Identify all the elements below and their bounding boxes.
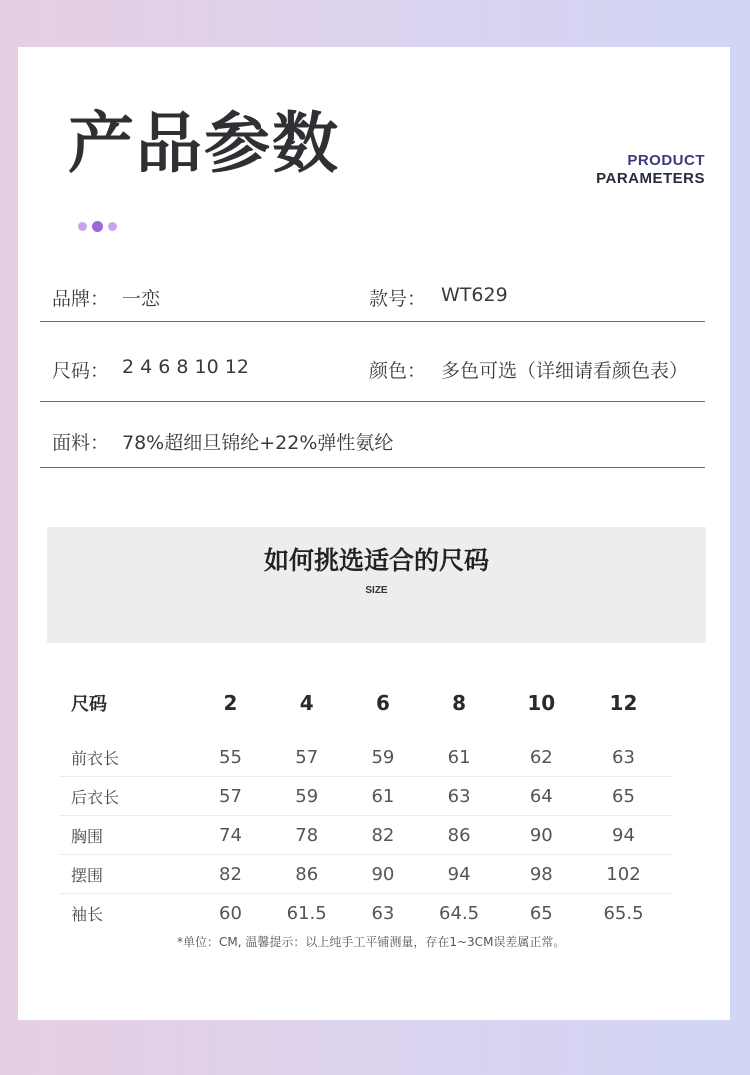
size-table bbox=[60, 680, 672, 932]
table-cell: 63 bbox=[575, 738, 672, 777]
table-cell: 98 bbox=[508, 855, 575, 894]
dot-icon bbox=[108, 222, 117, 231]
table-cell: 94 bbox=[575, 816, 672, 855]
model-value: WT629 bbox=[441, 284, 508, 306]
table-cell: 55 bbox=[203, 738, 258, 777]
table-cell: 57 bbox=[258, 738, 355, 777]
table-cell: 82 bbox=[355, 816, 410, 855]
table-cell: 前衣长 bbox=[60, 738, 203, 777]
table-row bbox=[60, 855, 672, 894]
table-row bbox=[60, 777, 672, 816]
table-cell: 61 bbox=[411, 738, 508, 777]
color-value: 多色可选（详细请看颜色表） bbox=[441, 360, 689, 382]
table-cell: 60 bbox=[219, 902, 242, 924]
table-cell: 64 bbox=[508, 777, 575, 816]
table-cell: 63 bbox=[411, 777, 508, 816]
table-cell: 59 bbox=[258, 777, 355, 816]
table-row bbox=[60, 816, 672, 855]
size-guide-title: 如何挑选适合的尺码 bbox=[263, 546, 489, 575]
table-cell: 86 bbox=[258, 855, 355, 894]
table-cell: 后衣长 bbox=[60, 777, 203, 816]
size-label: 尺码： bbox=[52, 360, 110, 382]
table-cell: 65.5 bbox=[603, 902, 644, 924]
table-cell: 74 bbox=[203, 816, 258, 855]
table-cell: 90 bbox=[508, 816, 575, 855]
measurement-note: *单位：CM, 温馨提示：以上纯手工平铺测量，存在1~3CM误差属正常。 bbox=[177, 935, 566, 949]
fabric-label: 面料： bbox=[52, 432, 110, 454]
table-header-cell: 4 bbox=[299, 691, 314, 715]
table-header-cell: 12 bbox=[609, 691, 638, 715]
table-cell: 63 bbox=[371, 902, 395, 924]
table-cell: 59 bbox=[355, 738, 410, 777]
param-row-brand bbox=[40, 270, 705, 322]
size-guide-banner bbox=[47, 527, 706, 643]
table-cell: 袖长 bbox=[71, 904, 104, 924]
color-label: 颜色： bbox=[369, 360, 427, 382]
fabric-value: 78%超细旦锦纶+22%弹性氨纶 bbox=[122, 432, 394, 454]
table-row bbox=[60, 738, 672, 777]
table-cell: 64.5 bbox=[439, 902, 480, 924]
table-cell: 摆围 bbox=[60, 855, 203, 894]
table-header-cell: 6 bbox=[375, 691, 390, 715]
table-cell: 86 bbox=[411, 816, 508, 855]
table-header-cell: 8 bbox=[452, 691, 467, 715]
table-cell: 62 bbox=[508, 738, 575, 777]
table-cell: 94 bbox=[411, 855, 508, 894]
model-label: 款号： bbox=[369, 288, 427, 310]
param-row-fabric bbox=[40, 402, 705, 468]
table-cell: 65 bbox=[529, 902, 553, 924]
table-cell: 78 bbox=[258, 816, 355, 855]
table-cell: 65 bbox=[575, 777, 672, 816]
english-title-line2: PARAMETERS bbox=[596, 170, 705, 187]
table-cell: 82 bbox=[203, 855, 258, 894]
table-cell: 胸围 bbox=[60, 816, 203, 855]
brand-value: 一恋 bbox=[122, 288, 161, 310]
table-header-cell: 2 bbox=[223, 691, 238, 715]
page-title: 产品参数 bbox=[68, 105, 340, 182]
product-params bbox=[40, 270, 705, 468]
size-value: 2 4 6 8 10 12 bbox=[122, 356, 249, 378]
table-row bbox=[60, 894, 672, 933]
table-header-cell: 尺码 bbox=[71, 694, 107, 715]
table-cell: 57 bbox=[203, 777, 258, 816]
table-cell: 90 bbox=[355, 855, 410, 894]
param-row-size bbox=[40, 322, 705, 402]
table-cell: 61 bbox=[355, 777, 410, 816]
decorative-dots bbox=[78, 221, 117, 232]
table-header-cell: 10 bbox=[527, 691, 556, 715]
english-title-line1: PRODUCT bbox=[627, 152, 705, 169]
table-cell: 61.5 bbox=[286, 902, 327, 924]
dot-icon bbox=[78, 222, 87, 231]
table-cell: 102 bbox=[575, 855, 672, 894]
english-title bbox=[596, 152, 705, 188]
dot-icon bbox=[92, 221, 103, 232]
brand-label: 品牌： bbox=[52, 288, 110, 310]
table-header-row bbox=[60, 680, 672, 726]
size-guide-subtitle: SIZE bbox=[365, 585, 388, 596]
